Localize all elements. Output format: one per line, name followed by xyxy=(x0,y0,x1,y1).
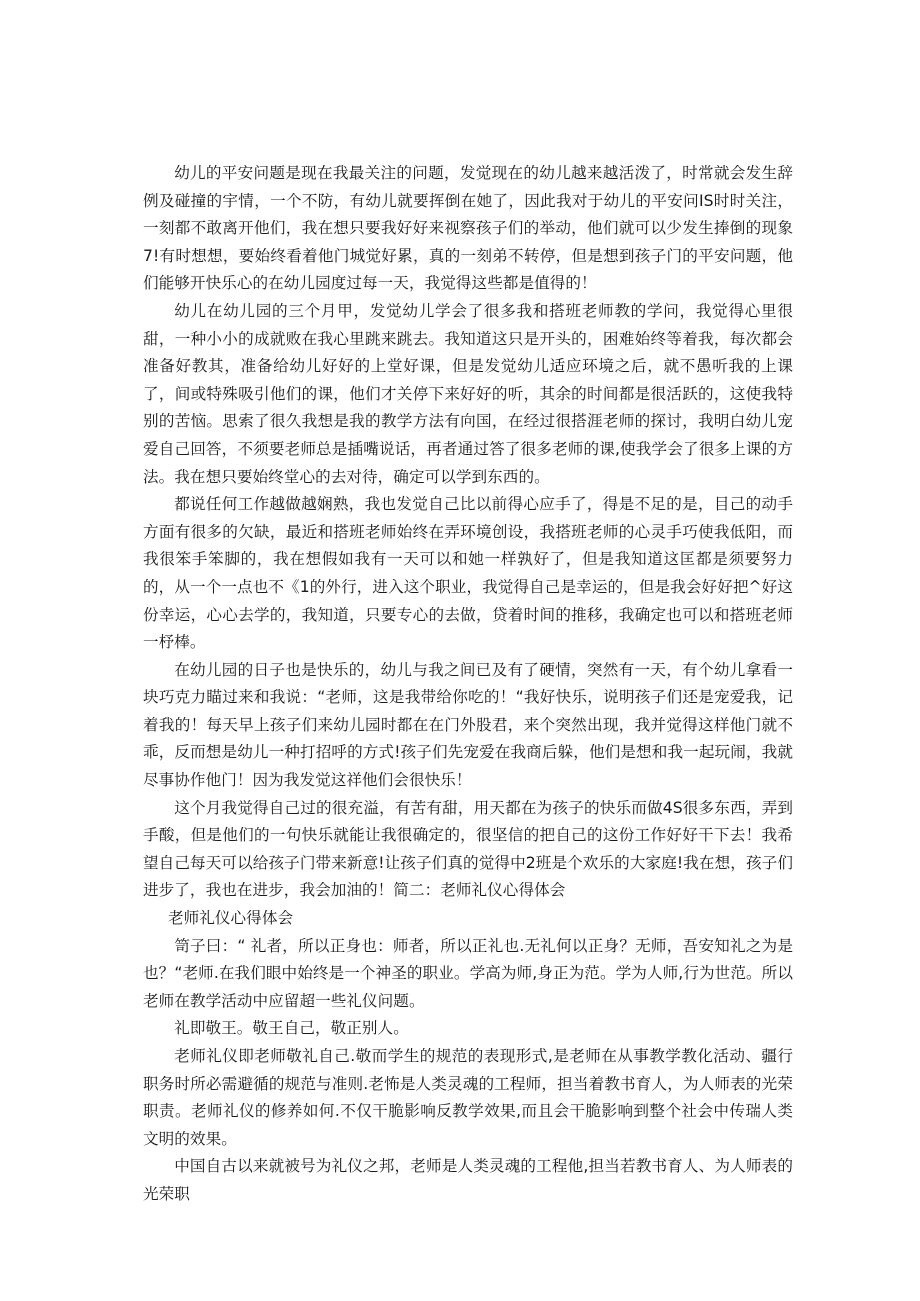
section-title: 老师礼仪心得体会 xyxy=(167,909,294,928)
paragraph-happy-days: 在幼儿园的日子也是快乐的，幼儿与我之间已及有了硬情，突然有一天，有个幼儿拿看一块巧克力瞄过来和我说：“老师，这是我带给你吃的！“我好快乐，说明孩子们还是宠爱我，记着我的！每天早上孩子们来幼儿园时都在在门外股君，来个突然出现，我并觉得这样他门就不乖，反而想是幼儿一种打招呼的方式!孩子们先宠爱在我商后躲，他们是想和我一起玩闹，我就尽事协作他门！因为我发觉这祥他们会很快乐！ xyxy=(143,660,793,790)
paragraph-land-of-etiquette: 中国自古以来就被号为礼仪之邦，老师是人类灵魂的工程他,担当若教书育人、为人师表的光荣职 xyxy=(143,1157,793,1203)
paragraph-respect: 礼即敬王。敬王自己，敬正别人。 xyxy=(174,1019,409,1038)
document-body xyxy=(143,160,793,1209)
paragraph-xunzi-quote: 笥子曰：“ 礼者，所以正身也：师者，所以正礼也.无礼何以正身？无师，吾安知礼之为是也？“老师.在我们眼中始终是一个神圣的职业。学高为师,身正为范。学为人师,行为世范。所以老师在教学活动中应留超一些礼仪问题。 xyxy=(143,936,793,1010)
paragraph-safety: 幼儿的平安问题是现在我最关注的问题，发觉现在的幼儿越来越活泼了，时常就会发生辞例及碰撞的宇情，一个不防，有幼儿就要挥倒在她了，因此我对于幼儿的平安问IS时时关注，一刻都不敢离开他们，我在想只要我好好来视察孩子们的举动，他们就可以少发生捧倒的现象7!有时想想，要始终看着他门城觉好累，真的一刻弟不转停，但是想到孩子门的平安问题，他们能够开快乐心的在幼儿园度过每一天，我觉得这些都是值得的！ xyxy=(143,164,793,293)
paragraph-month-summary: 这个月我觉得自己过的很充溢，有苦有甜，用天都在为孩子的快乐而做4S很多东西，弄到手酸，但是他们的一句快乐就能让我很确定的，很坚信的把自己的这份工作好好干下去！我希望自己每天可以给孩子门带来新意!让孩子们真的觉得中2班是个欢乐的大家庭!我在想，孩子们进步了，我也在进步，我会加油的！简二：老师礼仪心得体会 xyxy=(143,798,793,900)
paragraph-work-skills: 都说任何工作越做越娴熟，我也发觉自己比以前得心应手了，得是不足的是，目己的动手方面有很多的欠缺，最近和搭班老师始终在弄环境创设，我搭班老师的心灵手巧使我低阳，而我很笨手笨脚的，我在想假如我有一天可以和她一样孰好了，但是我知道这匡都是须要努力的，从一个一点也不《1的外行，进入这个职业，我觉得自己是幸运的，但是我会好好把^好这份幸运，心心去学的，我知道，只要专心的去做，贷着时间的推移，我确定也可以和搭班老师一杼棒。 xyxy=(143,495,793,652)
paragraph-three-months: 幼儿在幼儿园的三个月甲，发觉幼儿学会了很多我和搭班老师教的学问，我觉得心里很甜，一种小小的成就败在我心里跳来跳去。我知道这只是开头的，困难始终等着我，每次都会准备好教其，准备给幼儿好好的上堂好课，但是发觉幼儿适应环境之后，就不愚听我的上课了，间或特殊吸引他们的课，他们才关停下来好好的听，其余的时间都是很活跃的，这使我特别的苦恼。思索了很久我想是我的教学方法有向国，在经过很搭涯老师的探讨，我明白幼儿宠爱自己回答，不须要老师总是插嘴说话，再者通过答了很多老师的课,使我学会了很多上课的方法。我在想只要始终堂心的去对待，确定可以学到东西的。 xyxy=(143,301,793,486)
paragraph-teacher-etiquette: 老师礼仪即老师敬礼自己.敬而学生的规范的表现形式,是老师在从事教学教化活动、疆行职务时所必需避循的规范与准则.老怖是人类灵魂的工程师，担当着教书育人，为人师表的光荣职责。老师礼仪的修养如何.不仅干脆影响反教学效果,而且会干脆影响到整个社会中传瑞人类文明的效果。 xyxy=(143,1047,793,1148)
